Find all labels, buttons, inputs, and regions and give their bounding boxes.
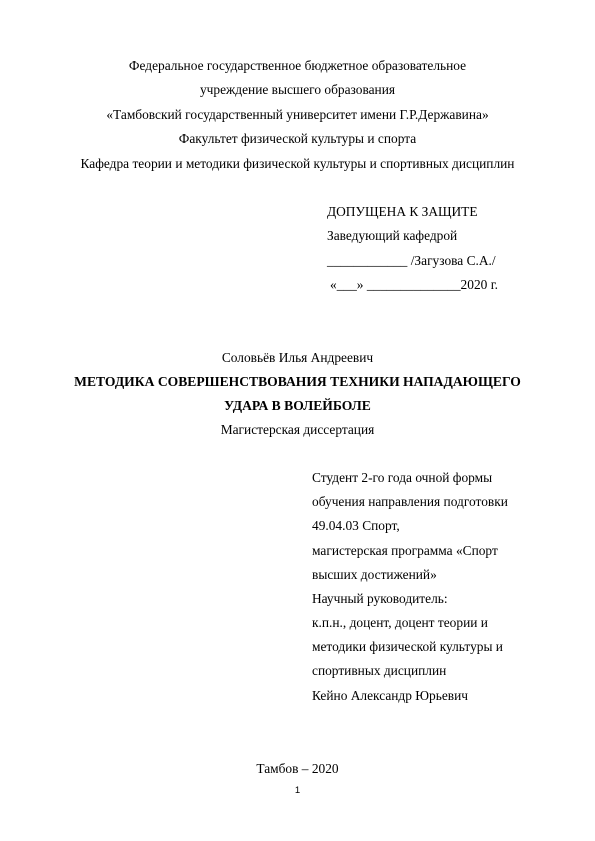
supervisor-name: Кейно Александр Юрьевич	[312, 688, 469, 703]
author-name: Соловьёв Илья Андреевич	[221, 350, 374, 365]
approval-position: Заведующий кафедрой	[327, 228, 458, 243]
supervisor-info-line: методики физической культуры и	[312, 639, 503, 654]
thesis-title-line-2: УДАРА В ВОЛЕЙБОЛЕ	[224, 398, 371, 413]
thesis-type: Магистерская диссертация	[220, 422, 375, 437]
student-info-line: высших достижений»	[312, 567, 437, 582]
city-year: Тамбов – 2020	[256, 761, 339, 776]
student-info-line: Студент 2-го года очной формы	[312, 470, 493, 485]
page-number: 1	[294, 785, 301, 796]
approval-title: ДОПУЩЕНА К ЗАЩИТЕ	[327, 204, 478, 219]
student-info-line: обучения направления подготовки	[312, 494, 508, 509]
supervisor-info-line: спортивных дисциплин	[312, 663, 447, 678]
header-line-university: «Тамбовский государственный университет имени Г.Р.Державина»	[106, 107, 489, 122]
student-info-line: магистерская программа «Спорт	[312, 543, 498, 558]
thesis-title-line-1: МЕТОДИКА СОВЕРШЕНСТВОВАНИЯ ТЕХНИКИ НАПАДАЮЩЕГО	[74, 374, 521, 389]
approval-date: «___» ______________2020 г.	[330, 277, 499, 292]
approval-signature: ____________ /Загузова С.А./	[327, 253, 496, 268]
header-line-department: Кафедра теории и методики физической культуры и спортивных дисциплин	[80, 156, 515, 171]
header-line-ministry: Федеральное государственное бюджетное образовательное	[128, 58, 467, 73]
header-line-faculty: Факультет физической культуры и спорта	[178, 131, 417, 146]
supervisor-info-line: к.п.н., доцент, доцент теории и	[312, 615, 488, 630]
student-info-line: 49.04.03 Спорт,	[312, 518, 400, 533]
header-line-institution-type: учреждение высшего образования	[199, 82, 396, 97]
supervisor-label: Научный руководитель:	[312, 591, 448, 606]
